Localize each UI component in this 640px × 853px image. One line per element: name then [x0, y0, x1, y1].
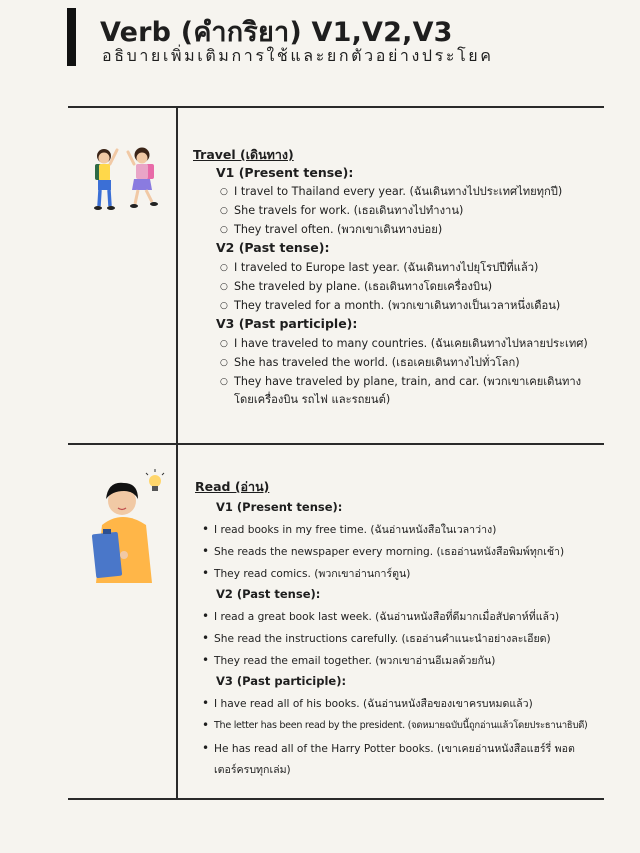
page-title: Verb (คำกริยา) V1,V2,V3	[100, 17, 453, 48]
list-item: ○ I travel to Thailand every year. (ฉันเดินทางไปประเทศไทยทุกปี)	[220, 185, 563, 198]
list-item: • She read the instructions carefully. (เธออ่านคำแนะนำอย่างละเอียด)	[202, 631, 551, 645]
v3-label: V3 (Past participle):	[216, 316, 358, 331]
list-item: ○ They have traveled by plane, train, and car. (พวกเขาเคยเดินทางโดยเครื่องบิน รถไฟ และรถยนต์)	[220, 375, 582, 406]
table-middle-border	[68, 443, 604, 445]
page-subtitle: อธิบายเพิ่มเติมการใช้และยกตัวอย่างประโยค	[102, 46, 494, 65]
list-item: ○ She traveled by plane. (เธอเดินทางโดยเครื่องบิน)	[220, 280, 493, 293]
table-top-border	[68, 106, 604, 108]
title-accent-bar	[67, 8, 76, 66]
list-item: ○ I have traveled to many countries. (ฉันเคยเดินทางไปหลายประเทศ)	[220, 337, 588, 350]
v2-label: V2 (Past tense):	[216, 240, 330, 255]
section-heading-travel: Travel (เดินทาง)	[193, 147, 294, 162]
list-item: ○ They travel often. (พวกเขาเดินทางบ่อย)	[220, 223, 443, 236]
list-item: ○ She has traveled the world. (เธอเคยเดินทางไปทั่วโลก)	[220, 356, 520, 369]
list-item: • He has read all of the Harry Potter books. (เขาเคยอ่านหนังสือแฮร์รี่ พอตเตอร์ครบทุกเล่ม)	[202, 741, 575, 776]
reading-boy-illustration	[90, 465, 170, 585]
list-item: • She reads the newspaper every morning. (เธออ่านหนังสือพิมพ์ทุกเช้า)	[202, 544, 565, 558]
list-item: ○ They traveled for a month. (พวกเขาเดินทางเป็นเวลาหนึ่งเดือน)	[220, 299, 561, 312]
section-heading-read: Read (อ่าน)	[195, 479, 270, 494]
list-item: ○ I traveled to Europe last year. (ฉันเดินทางไปยุโรปปีที่แล้ว)	[220, 261, 539, 274]
table-column-divider	[176, 106, 178, 799]
list-item: • I read a great book last week. (ฉันอ่านหนังสือที่ดีมากเมื่อสัปดาห์ที่แล้ว)	[202, 609, 560, 623]
table-bottom-border	[68, 798, 604, 800]
list-item: • I read books in my free time. (ฉันอ่านหนังสือในเวลาว่าง)	[202, 522, 497, 536]
v2-label: V2 (Past tense):	[216, 587, 321, 601]
v3-label: V3 (Past participle):	[216, 674, 347, 688]
list-item: • I have read all of his books. (ฉันอ่านหนังสือของเขาครบหมดแล้ว)	[202, 696, 533, 710]
list-item: • The letter has been read by the president. (จดหมายฉบับนี้ถูกอ่านแล้วโดยประธานาธิบดี)	[202, 718, 588, 732]
list-item: ○ She travels for work. (เธอเดินทางไปทำงาน)	[220, 204, 464, 217]
v1-label: V1 (Present tense):	[216, 165, 354, 180]
list-item: • They read the email together. (พวกเขาอ่านอีเมลด้วยกัน)	[202, 653, 496, 667]
list-item: • They read comics. (พวกเขาอ่านการ์ตูน)	[202, 566, 411, 580]
v1-label: V1 (Present tense):	[216, 500, 343, 514]
travelling-kids-illustration	[86, 142, 170, 214]
